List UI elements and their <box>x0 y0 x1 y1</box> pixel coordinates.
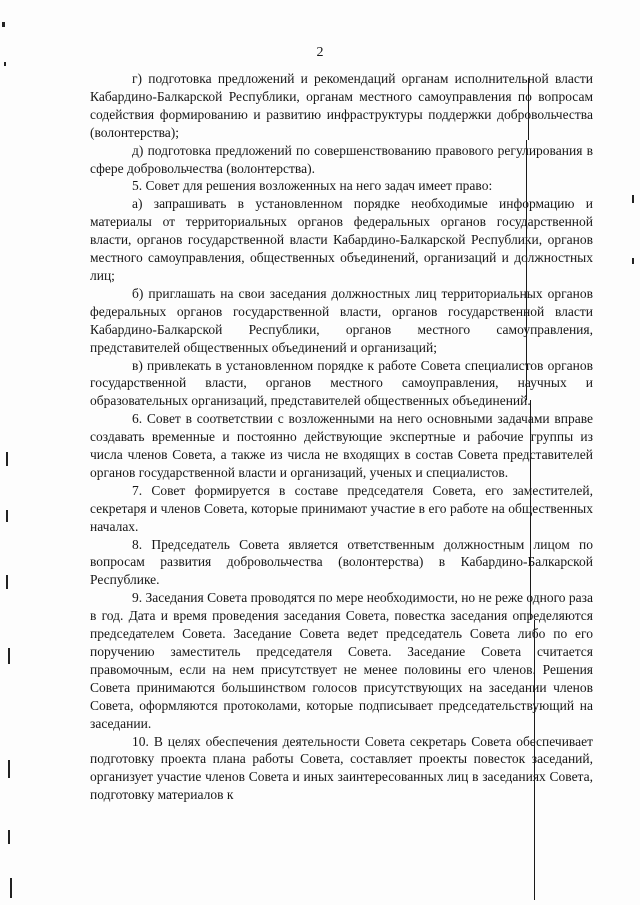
page-number: 2 <box>316 45 324 60</box>
paragraph: г) подготовка предложений и рекомендаций органам исполнительной власти Кабардино-Балкарской Республики, органам местного самоуправления по вопросам содействия формированию и развитию инфраструктуры поддержки добровольчества (волонтерства); <box>90 71 593 140</box>
scan-mark <box>8 830 10 844</box>
scan-mark <box>6 452 8 466</box>
paragraph: 10. В целях обеспечения деятельности Совета секретарь Совета обеспечивает подготовку проекта плана работы Совета, составляет проекты повесток заседаний, организует участие членов Совета и иных заинтересованных лиц в заседаниях Совета, подготовку материалов к <box>90 733 593 803</box>
scan-mark <box>4 62 6 66</box>
paragraph: 5. Совет для решения возложенных на него задач имеет право: <box>132 178 493 194</box>
paragraph: в) привлекать в установленном порядке к работе Совета специалистов органов государственной власти, органов местного самоуправления, научных и образовательных организаций, представителей общественных объединений. <box>90 357 593 409</box>
paragraph: 9. Заседания Совета проводятся по мере необходимости, но не реже одного раза в год. Дата и время проведения заседания Совета, повестка заседания определяются председателем Совета. Заседание Совета ведет председатель Совета либо по его поручению заместитель председателя Совета. Заседание Совета считается правомочным, если на нем присутствует не менее половины его членов. Решения Совета принимаются большинством голосов присутствующих на заседании членов Совета, оформляются протоколами, которые подписывает председательствующий на заседании. <box>90 590 593 731</box>
paragraph: 6. Совет в соответствии с возложенными на него основными задачами вправе создавать временные и постоянно действующие экспертные и рабочие группы из числа членов Совета, а также из числа не входящих в состав Совета представителей органов государственной власти и организаций, ученых и специалистов. <box>90 411 593 480</box>
paragraph: 7. Совет формируется в составе председателя Совета, его заместителей, секретаря и членов Совета, которые принимают участие в его работе на общественных началах. <box>90 482 593 534</box>
paragraph: а) запрашивать в установленном порядке необходимые информацию и материалы от территориальных органов федеральных органов государственной власти, органов государственной власти Кабардино-Балкарской Республики, органов местного самоуправления, общественных объединений, организаций и должностных лиц; <box>90 196 593 283</box>
document-body <box>90 70 593 804</box>
scan-mark <box>8 760 10 778</box>
paragraph: б) приглашать на свои заседания должностных лиц территориальных органов федеральных органов государственной власти, органов государственной власти Кабардино-Балкарской Республики, органов местного самоуправления, представителей общественных объединений и организаций; <box>90 285 593 355</box>
scan-mark <box>2 22 5 27</box>
scan-mark <box>632 195 634 203</box>
scan-mark <box>6 510 8 522</box>
scan-mark <box>632 258 634 264</box>
scan-mark <box>6 575 8 589</box>
paragraph: 8. Председатель Совета является ответственным должностным лицом по вопросам развития добровольчества (волонтерства) в Кабардино-Балкарской Республике. <box>90 536 593 588</box>
scan-mark <box>8 648 10 664</box>
scan-mark <box>10 878 12 898</box>
paragraph: д) подготовка предложений по совершенствованию правового регулирования в сфере добровольчества (волонтерства). <box>90 142 593 176</box>
